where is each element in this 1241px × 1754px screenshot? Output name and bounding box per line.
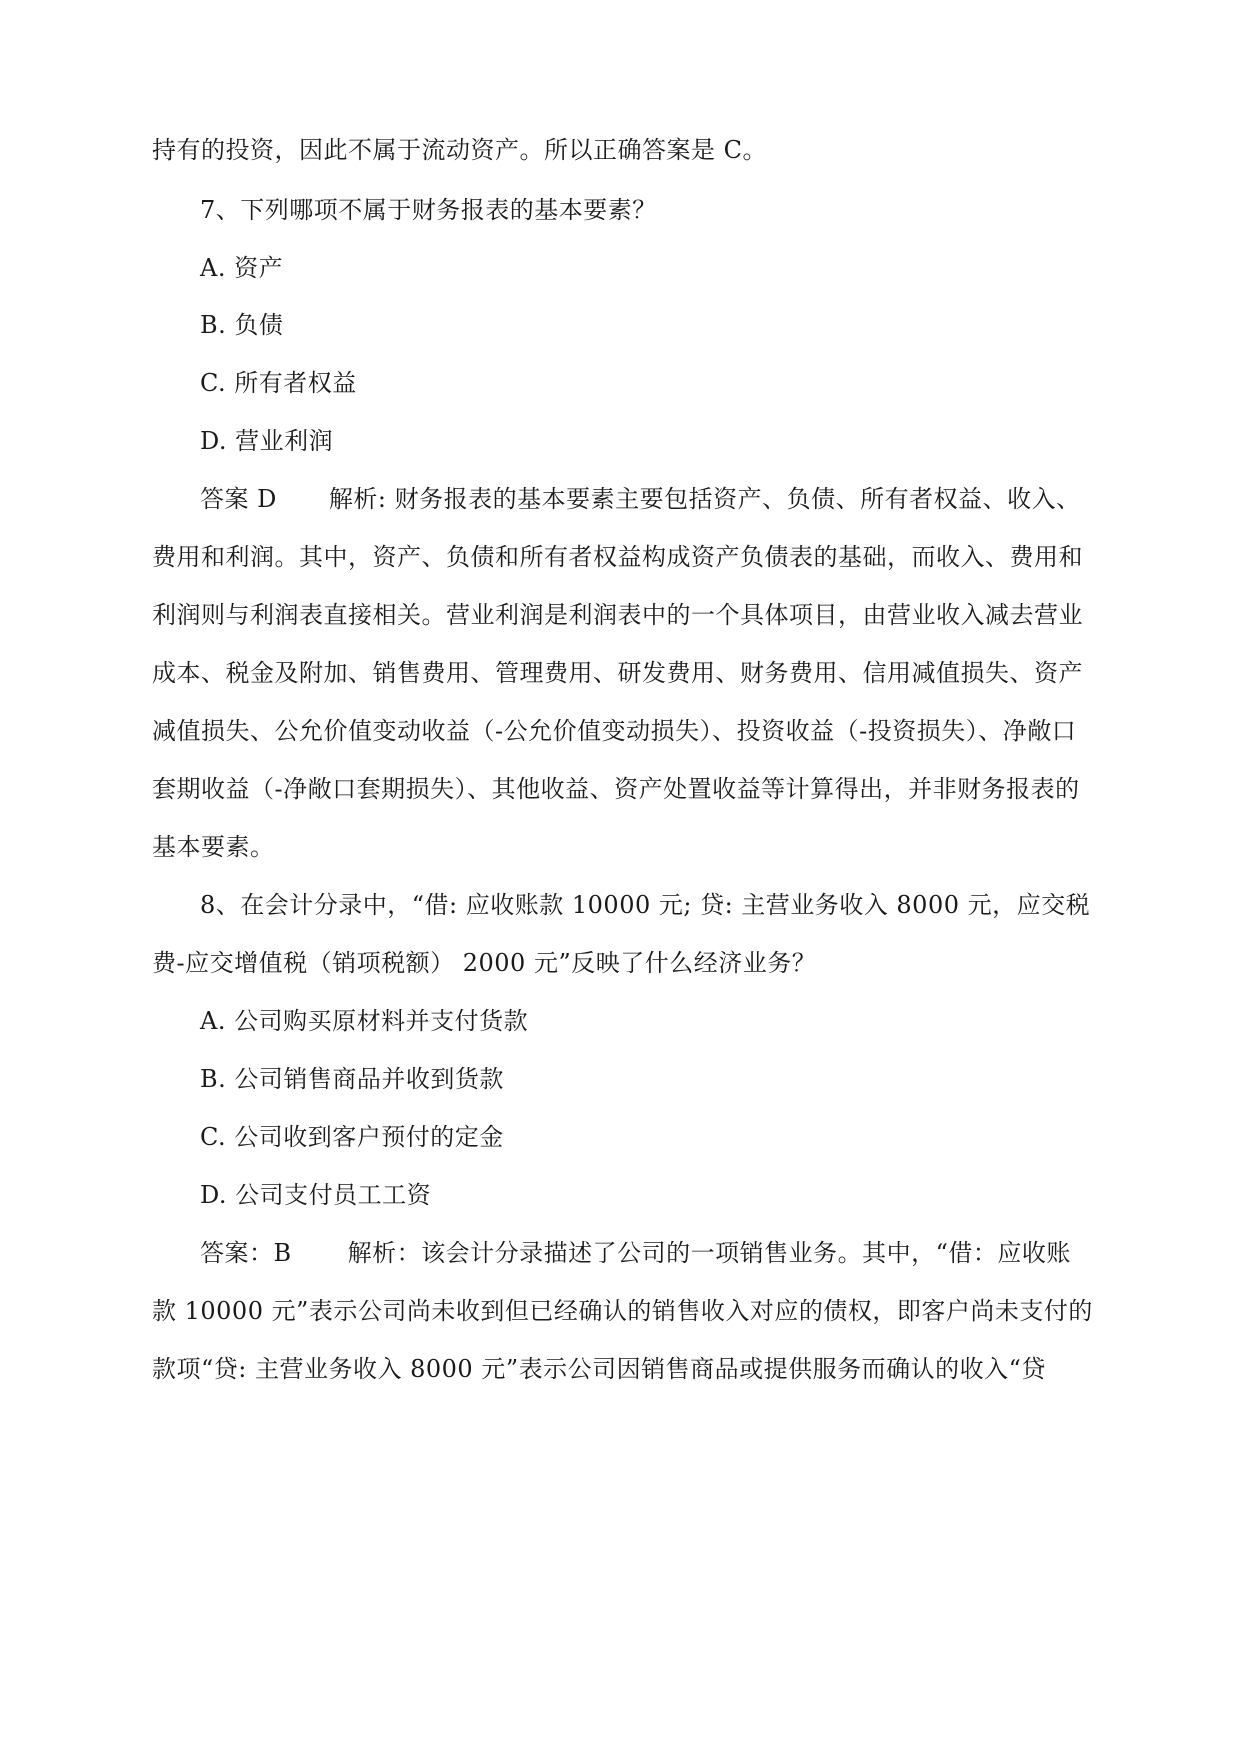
q8-option-a: A. 公司购买原材料并支付货款	[200, 1007, 529, 1035]
q7-option-a: A. 资产	[200, 254, 284, 282]
q8-analysis-start: 解析：该会计分录描述了公司的一项销售业务。其中，“借：应收账	[347, 1239, 1071, 1267]
q7-analysis-line: 减值损失、公允价值变动收益（-公允价值变动损失）、投资收益（-投资损失）、净敞口	[152, 717, 1077, 745]
q8-option-c: C. 公司收到客户预付的定金	[200, 1123, 504, 1151]
q7-option-b: B. 负债	[200, 311, 284, 339]
question-7: 7、下列哪项不属于财务报表的基本要素？	[200, 196, 657, 224]
q7-analysis-line: 套期收益（-净敞口套期损失）、其他收益、资产处置收益等计算得出，并非财务报表的	[152, 775, 1080, 803]
question-8-cont: 费-应交增值税（销项税额） 2000 元”反映了什么经济业务？	[152, 949, 817, 977]
q7-answer-line	[200, 483, 1140, 515]
q8-analysis-line: 款项“贷: 主营业务收入 8000 元”表示公司因销售商品或提供服务而确认的收入“贷	[152, 1355, 1046, 1383]
q8-option-d: D. 公司支付员工工资	[200, 1181, 432, 1209]
q7-analysis-line: 成本、税金及附加、销售费用、管理费用、研发费用、财务费用、信用减值损失、资产	[152, 659, 1083, 687]
q7-analysis-line: 基本要素。	[152, 833, 275, 861]
q8-analysis-line: 款 10000 元”表示公司尚未收到但已经确认的销售收入对应的债权，即客户尚未支付的	[152, 1297, 1093, 1325]
q7-analysis-line: 利润则与利润表直接相关。营业利润是利润表中的一个具体项目，由营业收入减去营业	[152, 601, 1083, 629]
q7-analysis-start: 解析: 财务报表的基本要素主要包括资产、负债、所有者权益、收入、	[328, 485, 1081, 513]
q8-answer-line	[200, 1237, 1140, 1269]
q7-option-c: C. 所有者权益	[200, 369, 357, 397]
paragraph-line: 持有的投资，因此不属于流动资产。所以正确答案是 C。	[152, 136, 767, 164]
q7-answer: 答案 D	[200, 485, 277, 513]
q8-option-b: B. 公司销售商品并收到货款	[200, 1065, 504, 1093]
q7-option-d: D. 营业利润	[200, 427, 334, 455]
question-8: 8、在会计分录中，“借: 应收账款 10000 元; 贷: 主营业务收入 8000 元，应交税	[200, 891, 1091, 919]
q7-analysis-line: 费用和利润。其中，资产、负债和所有者权益构成资产负债表的基础，而收入、费用和	[152, 543, 1083, 571]
q8-answer: 答案：B	[200, 1239, 292, 1267]
